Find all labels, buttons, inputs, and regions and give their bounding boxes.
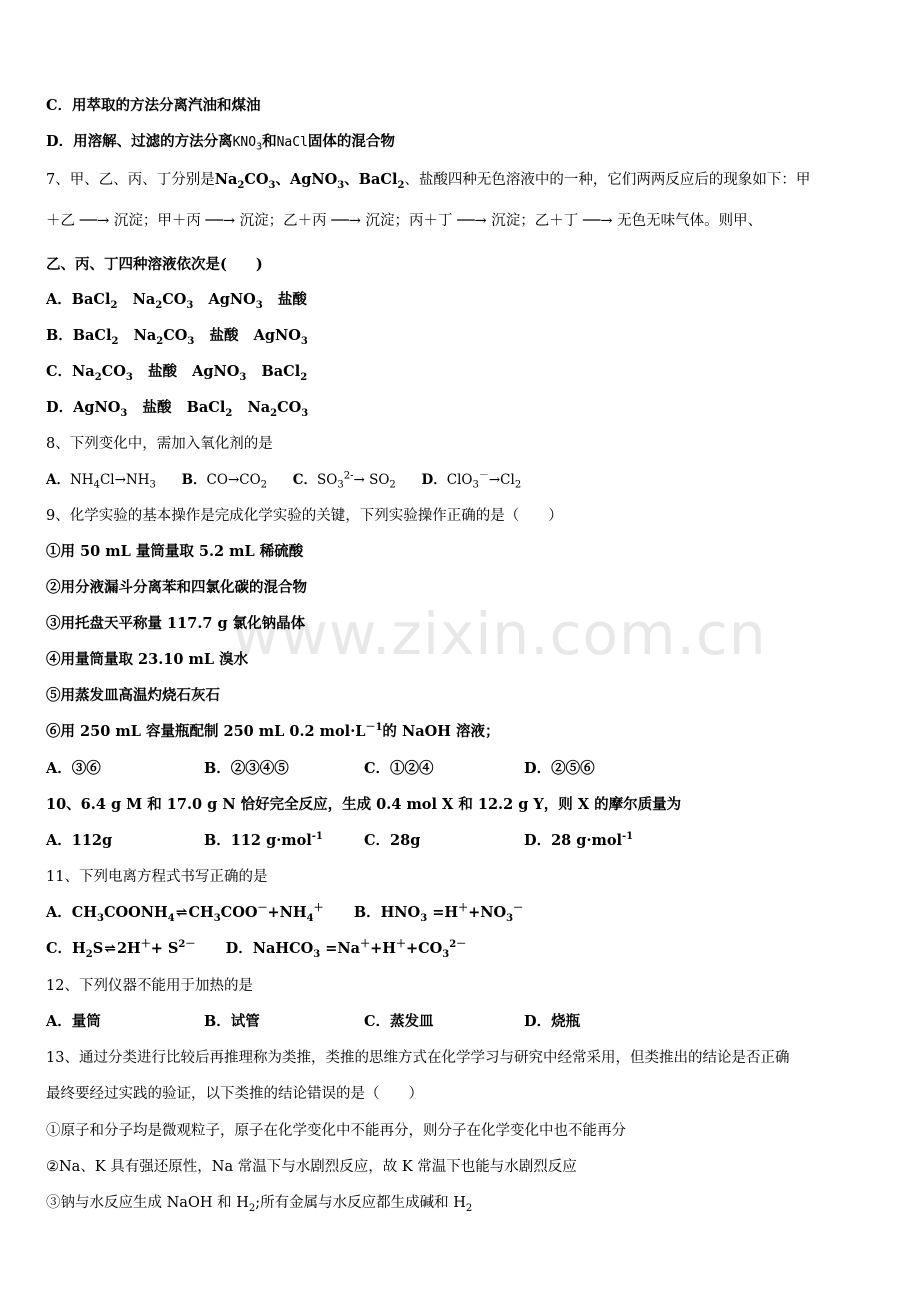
q13-item-2: ②Na、K 具有强还原性，Na 常温下与水剧烈反应，故 K 常温下也能与水剧烈反应: [46, 1159, 577, 1175]
q7-option-a: A．BaCl$_2$ $Na_2CO_3$ AgNO$_3$ 盐酸: [46, 291, 307, 311]
q13-item-1: ①原子和分子均是微观粒子，原子在化学变化中不能再分，则分子在化学变化中也不能再分: [46, 1123, 626, 1139]
watermark: www.zixin.com.cn: [232, 600, 767, 668]
q7-option-c: C．$Na_2CO_3$ 盐酸 AgNO$_3$ BaCl$_2$: [46, 363, 308, 383]
q7-reactions: ＋乙 ──→ 沉淀；甲＋丙 ──→ 沉淀；乙＋丙 ──→ 沉淀；丙＋丁 ──→ 沉淀；乙＋丁 ──→ 无色无味气体。则甲、: [46, 213, 763, 229]
q13-item-3: ③钠与水反应生成 NaOH 和 $H_2$;所有金属与水反应都生成碱和 $H_2$: [46, 1195, 473, 1214]
q7-option-d: D．AgNO$_3$ 盐酸 BaCl$_2$ $Na_2CO_3$: [46, 399, 309, 419]
q9-item-1: ①用 50 mL 量筒量取 5.2 mL 稀硫酸: [46, 543, 304, 560]
q7-stem: 7、甲、乙、丙、丁分别是$Na_2CO_3$、AgNO$_3$、BaCl$_2$、盐酸四种无色溶液中的一种，它们两两反应后的现象如下：甲: [46, 171, 811, 191]
q7-option-b: B．BaCl$_2$ $Na_2CO_3$ 盐酸 AgNO$_3$: [46, 327, 308, 347]
q11-options-cd: C．$H_2S\rightleftharpoons 2H^++ S^{2-}$ D．NaHCO$_3$ $=Na^++H^++CO_3^{2-}$: [46, 939, 467, 960]
q6-option-d: D．用溶解、过滤的方法分离$KNO_3$和NaCl固体的混合物: [46, 133, 395, 153]
q12-stem: 12、下列仪器不能用于加热的是: [46, 978, 253, 994]
q7-stem-end: 乙、丙、丁四种溶液依次是( ): [46, 256, 263, 273]
q9-item-5: ⑤用蒸发皿高温灼烧石灰石: [46, 687, 220, 704]
q13-stem-2: 最终要经过实践的验证，以下类推的结论错误的是（ ）: [46, 1086, 423, 1102]
q8-options: A．$NH_4Cl\to NH_3$ B．$CO\to CO_2$ C．$SO_3^{2-}\to SO_2$ D．$ClO_3^-\to Cl_2$: [46, 470, 522, 491]
q9-stem: 9、化学实验的基本操作是完成化学实验的关键，下列实验操作正确的是（ ）: [46, 508, 563, 524]
q9-item-6: ⑥用 250 mL 容量瓶配制 250 mL 0.2 $mol\cdot L^{-1}$的 NaOH 溶液；: [46, 722, 500, 740]
q10-stem: 10、6.4 g M 和 17.0 g N 恰好完全反应，生成 0.4 mol X 和 12.2 g Y，则 X 的摩尔质量为: [46, 796, 682, 813]
q9-item-3: ③用托盘天平称量 117.7 g 氯化钠晶体: [46, 615, 306, 632]
q6-option-c: C．用萃取的方法分离汽油和煤油: [46, 97, 261, 114]
q9-item-2: ②用分液漏斗分离苯和四氯化碳的混合物: [46, 579, 307, 596]
q11-stem: 11、下列电离方程式书写正确的是: [46, 869, 268, 885]
q11-options-ab: A．$CH_3COONH_4\rightleftharpoons CH_3COO^-+NH_4^+$ B．$HNO_3 =H^++NO_3^-$: [46, 903, 524, 924]
q9-item-4: ④用量筒量取 23.10 mL 溴水: [46, 651, 249, 668]
q13-stem-1: 13、通过分类进行比较后再推理称为类推，类推的思维方式在化学学习与研究中经常采用，但类推出的结论是否正确: [46, 1050, 790, 1066]
q8-stem: 8、下列变化中，需加入氧化剂的是: [46, 436, 273, 452]
